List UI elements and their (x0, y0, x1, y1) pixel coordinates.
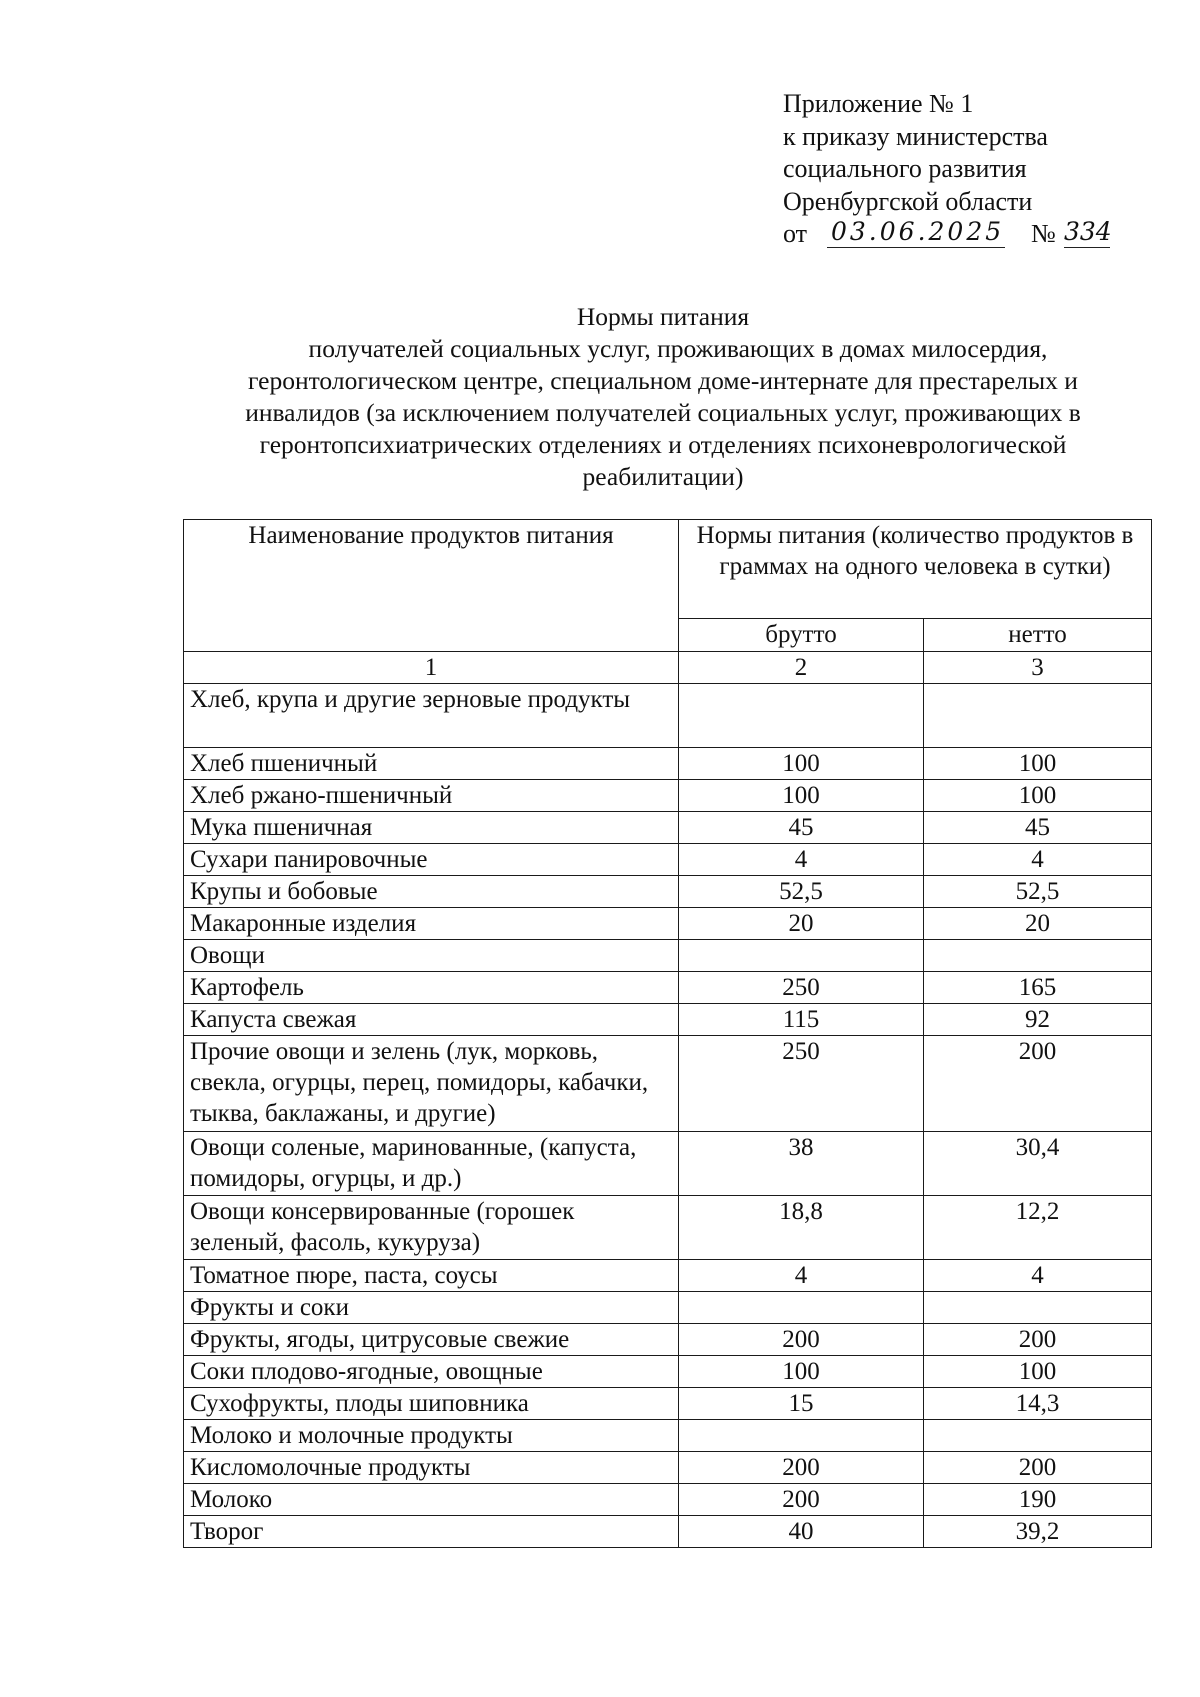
gross-cell: 20 (679, 908, 924, 940)
table-row (184, 876, 1152, 908)
product-name-cell: Фрукты, ягоды, цитрусовые свежие (184, 1324, 679, 1356)
title-line-6: реабилитации) (582, 462, 744, 491)
appendix-line-3: социального развития (783, 154, 1027, 183)
gross-cell: 18,8 (679, 1196, 924, 1260)
table-row (184, 1356, 1152, 1388)
gross-cell: 200 (679, 1324, 924, 1356)
product-name-cell: Хлеб ржано-пшеничный (184, 780, 679, 812)
number-label: № (1031, 219, 1056, 248)
gross-cell: 15 (679, 1388, 924, 1420)
product-name-cell: Капуста свежая (184, 1004, 679, 1036)
net-cell: 4 (924, 1260, 1152, 1292)
net-cell (924, 684, 1152, 748)
handwritten-order-number: 334 (1064, 217, 1112, 246)
net-cell: 4 (924, 844, 1152, 876)
net-cell (924, 940, 1152, 972)
net-cell: 45 (924, 812, 1152, 844)
net-cell: 190 (924, 1484, 1152, 1516)
table-row (184, 1196, 1152, 1260)
header-gross: брутто (679, 619, 924, 652)
gross-cell: 100 (679, 1356, 924, 1388)
table-row (184, 1484, 1152, 1516)
column-index-3: 3 (924, 652, 1152, 684)
net-cell: 52,5 (924, 876, 1152, 908)
from-label: от (783, 219, 808, 248)
net-cell: 12,2 (924, 1196, 1152, 1260)
table-row (184, 1516, 1152, 1548)
product-name-cell: Сухари панировочные (184, 844, 679, 876)
table-row (184, 1036, 1152, 1132)
table-row (184, 1452, 1152, 1484)
net-cell: 200 (924, 1036, 1152, 1132)
column-index-2: 2 (679, 652, 924, 684)
document-title (183, 301, 1143, 493)
product-name-cell: Фрукты и соки (184, 1292, 679, 1324)
gross-cell: 200 (679, 1484, 924, 1516)
table-row (184, 1388, 1152, 1420)
table-row (184, 1004, 1152, 1036)
gross-cell: 40 (679, 1516, 924, 1548)
header-net: нетто (924, 619, 1152, 652)
appendix-header (783, 88, 1112, 250)
appendix-line-4: Оренбургской области (783, 186, 1033, 216)
net-cell: 39,2 (924, 1516, 1152, 1548)
appendix-line-1: Приложение № 1 (783, 89, 974, 118)
table-row (184, 1132, 1152, 1196)
table-row (184, 1292, 1152, 1324)
title-line-4: инвалидов (за исключением получателей социальных услуг, проживающих в (245, 398, 1081, 427)
net-cell: 165 (924, 972, 1152, 1004)
table-row (184, 908, 1152, 940)
order-date-number-line (783, 217, 1112, 250)
title-line-2: получателей социальных услуг, проживающих в домах милосердия, (308, 334, 1048, 363)
net-cell (924, 1420, 1152, 1452)
table-row (184, 1324, 1152, 1356)
column-index-1: 1 (184, 652, 679, 684)
product-name-cell: Овощи (184, 940, 679, 972)
product-name-cell: Овощи соленые, маринованные, (капуста, помидоры, огурцы, и др.) (184, 1132, 679, 1196)
product-name-cell: Творог (184, 1516, 679, 1548)
table-row (184, 972, 1152, 1004)
product-name-cell: Молоко и молочные продукты (184, 1420, 679, 1452)
net-cell: 92 (924, 1004, 1152, 1036)
net-cell: 100 (924, 748, 1152, 780)
net-cell: 20 (924, 908, 1152, 940)
product-name-cell: Картофель (184, 972, 679, 1004)
gross-cell: 200 (679, 1452, 924, 1484)
net-cell: 200 (924, 1324, 1152, 1356)
product-name-cell: Прочие овощи и зелень (лук, морковь, свекла, огурцы, перец, помидоры, кабачки, тыква, баклажаны, и другие) (184, 1036, 679, 1132)
table-row (184, 684, 1152, 748)
net-cell: 200 (924, 1452, 1152, 1484)
header-product-name: Наименование продуктов питания (184, 520, 679, 652)
gross-cell: 250 (679, 972, 924, 1004)
product-name-cell: Кисломолочные продукты (184, 1452, 679, 1484)
net-cell: 100 (924, 1356, 1152, 1388)
table-row (184, 1260, 1152, 1292)
gross-cell (679, 1420, 924, 1452)
net-cell: 100 (924, 780, 1152, 812)
table-row (184, 748, 1152, 780)
product-name-cell: Соки плодово-ягодные, овощные (184, 1356, 679, 1388)
handwritten-order-date: 03.06.2025 (827, 216, 1005, 248)
net-cell (924, 1292, 1152, 1324)
table-body (184, 684, 1152, 1548)
gross-cell: 52,5 (679, 876, 924, 908)
product-name-cell: Сухофрукты, плоды шиповника (184, 1388, 679, 1420)
table-row (184, 940, 1152, 972)
gross-cell: 38 (679, 1132, 924, 1196)
table-row (184, 812, 1152, 844)
product-name-cell: Хлеб, крупа и другие зерновые продукты (184, 684, 679, 748)
product-name-cell: Молоко (184, 1484, 679, 1516)
table-row (184, 780, 1152, 812)
product-name-cell: Крупы и бобовые (184, 876, 679, 908)
title-line-5: геронтопсихиатрических отделениях и отделениях психоневрологической (259, 430, 1067, 459)
nutrition-norms-table (183, 519, 1152, 1548)
gross-cell: 4 (679, 844, 924, 876)
gross-cell: 4 (679, 1260, 924, 1292)
product-name-cell: Томатное пюре, паста, соусы (184, 1260, 679, 1292)
table-row (184, 1420, 1152, 1452)
product-name-cell: Хлеб пшеничный (184, 748, 679, 780)
gross-cell (679, 1292, 924, 1324)
gross-cell (679, 940, 924, 972)
gross-cell (679, 684, 924, 748)
title-line-3: геронтологическом центре, специальном доме-интернате для престарелых и (248, 366, 1078, 395)
table-row (184, 844, 1152, 876)
product-name-cell: Овощи консервированные (горошек зеленый, фасоль, кукуруза) (184, 1196, 679, 1260)
gross-cell: 45 (679, 812, 924, 844)
gross-cell: 100 (679, 780, 924, 812)
header-norms: Нормы питания (количество продуктов в граммах на одного человека в сутки) (679, 520, 1152, 619)
table-header (184, 520, 1152, 684)
gross-cell: 100 (679, 748, 924, 780)
appendix-line-2: к приказу министерства (783, 121, 1048, 151)
gross-cell: 250 (679, 1036, 924, 1132)
gross-cell: 115 (679, 1004, 924, 1036)
net-cell: 14,3 (924, 1388, 1152, 1420)
title-line-1: Нормы питания (576, 302, 750, 331)
product-name-cell: Мука пшеничная (184, 812, 679, 844)
product-name-cell: Макаронные изделия (184, 908, 679, 940)
net-cell: 30,4 (924, 1132, 1152, 1196)
